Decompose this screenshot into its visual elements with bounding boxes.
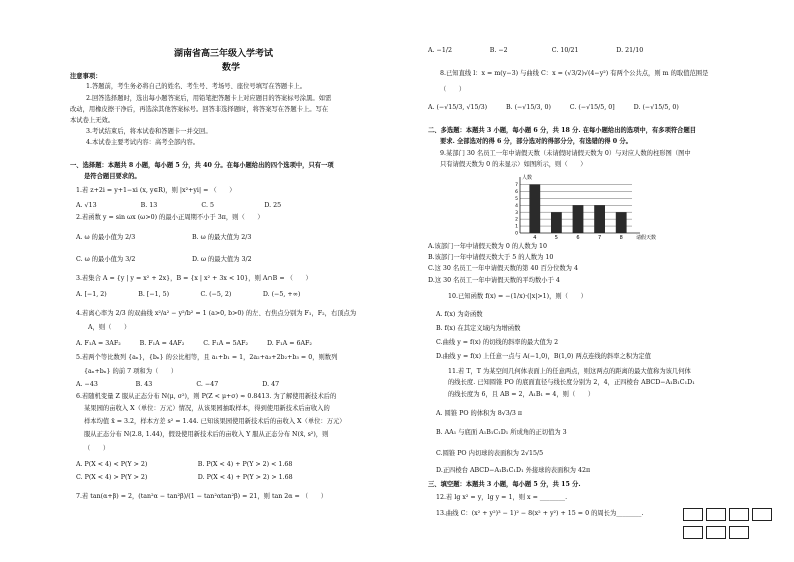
question-line: 4.若离心率为 2/3 的双曲线 x²/a² − y²/b² = 1 (a>0, b>0) 的左、右焦点分别为 F₁，F₂，右顶点为 — [76, 310, 357, 317]
section2-heading-cont: 要求. 全部选对的得 6 分，部分选对的得部分分，有选错的得 0 分。 — [440, 138, 632, 145]
chart-y-axis-label: 人数 — [522, 175, 533, 181]
question-line: 某果园的亩收入 X（单位：万元）情况，从该果园抽取样本，得到使用新技术后亩收入的 — [84, 405, 330, 412]
chart-y-tick-labels — [515, 182, 518, 237]
chart-bar — [551, 212, 562, 233]
question-line: A，则（ ） — [88, 324, 131, 331]
chart-bar — [594, 205, 605, 233]
section3-heading: 三、填空题：本题共 3 小题，每小题 5 分，共 15 分. — [428, 481, 581, 488]
question-line: 1.若 z+2i = y+1−xi (x, y∈R)，则 |x²+yi| = （ ） — [76, 187, 236, 194]
chart-bars — [529, 184, 626, 233]
chart-x-tick-label: 4 — [533, 235, 537, 241]
question-line: （ ） — [84, 445, 110, 452]
chart-bar — [616, 212, 627, 233]
option-line: C.这 30 名员工一年中请假天数的第 40 百分位数为 4 — [428, 265, 578, 272]
option-line: C.曲线 y = f(x) 的切线的斜率的最大值为 2 — [436, 339, 559, 346]
section1-heading-cont: 是符合题目要求的。 — [84, 173, 141, 180]
chart-x-tick-label: 6 — [576, 235, 580, 241]
note-line: 1.答题前，考生务必将自己的姓名、考生号、考场号、座位号填写在答题卡上。 — [86, 83, 307, 90]
question-line: 2.若函数 y = sin ωx (ω>0) 的最小正周期不小于 3π，则（ ） — [76, 214, 264, 221]
chart-y-tick-label: 2 — [515, 217, 518, 223]
question-line: {aₙ+bₙ} 的前 7 项和为（ ） — [84, 368, 178, 375]
option-line: B. AA₁ 与底面 A₁B₁C₁D₁ 所成角的正切值为 3 — [436, 429, 567, 436]
question-line: 13.曲线 C：(x² + y²)³ − 1)² − 8(x² + y²) + 15 = 0 的周长为________. — [436, 510, 644, 517]
note-line: 本试卷上无效。 — [70, 117, 115, 124]
option-line: C. ω 的最小值为 3/2 D. ω 的最大值为 3/2 — [76, 256, 252, 263]
chart-y-tick-label: 7 — [515, 183, 518, 189]
question-line: 样本均值 x̄ = 3.2，样本方差 s² = 1.44. 已知该果园使用新技术后的亩收入 X（单位：万元） — [84, 418, 346, 425]
note-line: 4.本试卷主要考试内容：高考全部内容。 — [86, 139, 200, 146]
question-line: 只有请假天数为 0 的未显示）如图所示，则（ ） — [440, 161, 587, 168]
option-line: B. f(x) 在其定义域内为增函数 — [436, 325, 521, 332]
question-line: 6.若随机变量 Z 服从正态分布 N(μ, σ²)，则 P(Z < μ+σ) ≈ 0.8413. 为了解使用新技术后的 — [76, 393, 337, 400]
question-line: 8.已知直线 l：x = m(y−3) 与曲线 C：x = (√3/2)√(4−y²) 有两个公共点，则 m 的取值范围是 — [440, 70, 709, 77]
answer-box — [729, 508, 749, 521]
note-line: 2.回答选择题时，选出每小题答案后，用铅笔把答题卡上对应题目的答案标号涂黑。如需 — [86, 95, 332, 102]
option-line: A. (−√15/3, √15/3) B. (−√15/3, 0) C. (−√15/5, 0] D. (−√15/5, 0) — [428, 104, 679, 111]
chart-x-tick-label: 5 — [554, 235, 558, 241]
chart-y-tick-label: 3 — [515, 210, 518, 216]
note-line: 3.考试结束后，将本试卷和答题卡一并交回。 — [86, 128, 212, 135]
question-line: （ ） — [440, 86, 466, 93]
subject-title: 数学 — [222, 63, 241, 73]
chart-y-tick-label: 0 — [515, 231, 518, 237]
option-line: A. ω 的最小值为 2/3 B. ω 的最大值为 2/3 — [76, 234, 252, 241]
question-line: 5.若两个等比数列 {aₙ}，{bₙ} 的公比相等，且 a₁+b₁ = 1，2a₂+a₃+2b₂+b₃ = 0，则数列 — [76, 354, 338, 361]
chart-y-tick-label: 5 — [515, 196, 518, 202]
chart-y-tick-label: 6 — [515, 190, 518, 195]
option-line: A. F₁A = 3AF₂ B. F₁A = 4AF₂ C. F₁A = 5AF₂ D. F₁A = 6AF₂ — [76, 340, 312, 347]
answer-box — [706, 508, 726, 521]
option-line: D.正四棱台 ABCD−A₁B₁C₁D₁ 外接球的表面积为 42π — [436, 467, 591, 474]
option-line: D.曲线 y = f(x) 上任意一点与 A(−1,0)，B(1,0) 两点连线的斜率之积为定值 — [436, 353, 652, 360]
answer-box — [752, 508, 772, 521]
notes-heading: 注意事项： — [70, 73, 102, 80]
answer-box — [683, 526, 703, 539]
option-line: A. 圆锥 PO 的体积为 8√3/3 π — [436, 410, 523, 417]
answer-box — [729, 526, 749, 539]
chart-x-axis-label: 请假天数 — [636, 235, 657, 241]
option-line: A. −43 B. 43 C. −47 D. 47 — [76, 381, 280, 388]
note-line: 改动，用橡皮擦干净后，再选涂其他答案标号。回答非选择题时，将答案写在答题卡上。写在 — [70, 106, 329, 113]
chart-x-tick-label: 8 — [619, 235, 623, 241]
chart-x-tick-labels — [533, 235, 623, 241]
option-line: C. P(X < 4) > P(Y > 2) D. P(X < 4) + P(Y > 2) > 1.68 — [76, 474, 293, 481]
option-line: C.圆锥 PO 内切球的表面积为 2√15/5 — [436, 450, 544, 457]
option-line: B.该部门一年中请假天数大于 5 的人数为 10 — [428, 254, 554, 261]
question-line: 10.已知函数 f(x) = −(1/x)·(|x|>1)，则（ ） — [448, 293, 587, 300]
chart-bar — [529, 184, 540, 233]
question-line: 的线长度为 6，且 AB = 2，A₁B₁ = 4，则（ ） — [448, 391, 595, 398]
chart-y-tick-label: 1 — [515, 224, 518, 230]
option-line: A. P(X < 4) < P(Y > 2) B. P(X < 4) + P(Y > 2) < 1.68 — [76, 461, 293, 468]
question-line: 的线长度. 已知圆锥 PO 的底面直径与线长度分别为 2，4，正四棱台 ABCD−A₁B₁C₁D₁ — [448, 379, 695, 386]
question-line: 服从正态分布 N(2.8, 1.44)，假设使用新技术后的亩收入 Y 服从正态分布 N(x̄, s²)，则 — [84, 431, 329, 438]
question-line: 11.若 T，T 为某空间几何体表面上的任意两点，则这两点的距离的最大值称为该几何体 — [448, 368, 691, 375]
option-line: A.该部门一年中请假天数为 0 的人数为 10 — [428, 243, 548, 250]
question-line: 7.若 tan(α+β) = 2，(tan²α − tan²β)/(1 − tan²αtan²β) = 21，则 tan 2α = （ ） — [76, 493, 328, 500]
option-line: A. [−1, 2) B. [−1, 5) C. (−5, 2) D. (−5, +∞) — [76, 291, 301, 298]
option-line: A. −1/2 B. −2 C. 10/21 D. 21/10 — [428, 47, 644, 54]
section2-heading: 二、多选题：本题共 3 小题，每小题 6 分，共 18 分. 在每小题给出的选项中，有多项符合题目 — [428, 127, 697, 134]
chart-y-tick-label: 4 — [515, 203, 518, 209]
chart-x-tick-label: 7 — [598, 235, 602, 241]
option-line: A. √13 B. 13 C. 5 D. 25 — [76, 202, 282, 209]
answer-box — [683, 508, 703, 521]
option-line: A. f(x) 为奇函数 — [436, 311, 483, 318]
option-line: D.这 30 名员工一年中请假天数的平均数小于 4 — [428, 277, 560, 284]
exam-title: 湖南省高三年级入学考试 — [174, 49, 274, 59]
question-line: 3.若集合 A = {y | y = x² + 2x}，B = {x | x² + 3x < 10}，则 A∩B = （ ） — [76, 275, 312, 282]
section1-heading: 一、选择题：本题共 8 小题，每小题 5 分，共 40 分。在每小题给出的四个选项中，只有一项 — [70, 162, 334, 169]
question-line: 9.某部门 30 名员工一年中请假天数（未请假时请假天数为 0）与对应人数的柱形图（图中 — [440, 150, 691, 157]
chart-bar — [573, 205, 584, 233]
question-line: 12.若 lg x² = y，lg y = 1，则 x = ________. — [436, 494, 568, 501]
leave-days-bar-chart — [508, 173, 658, 243]
answer-box — [706, 526, 726, 539]
